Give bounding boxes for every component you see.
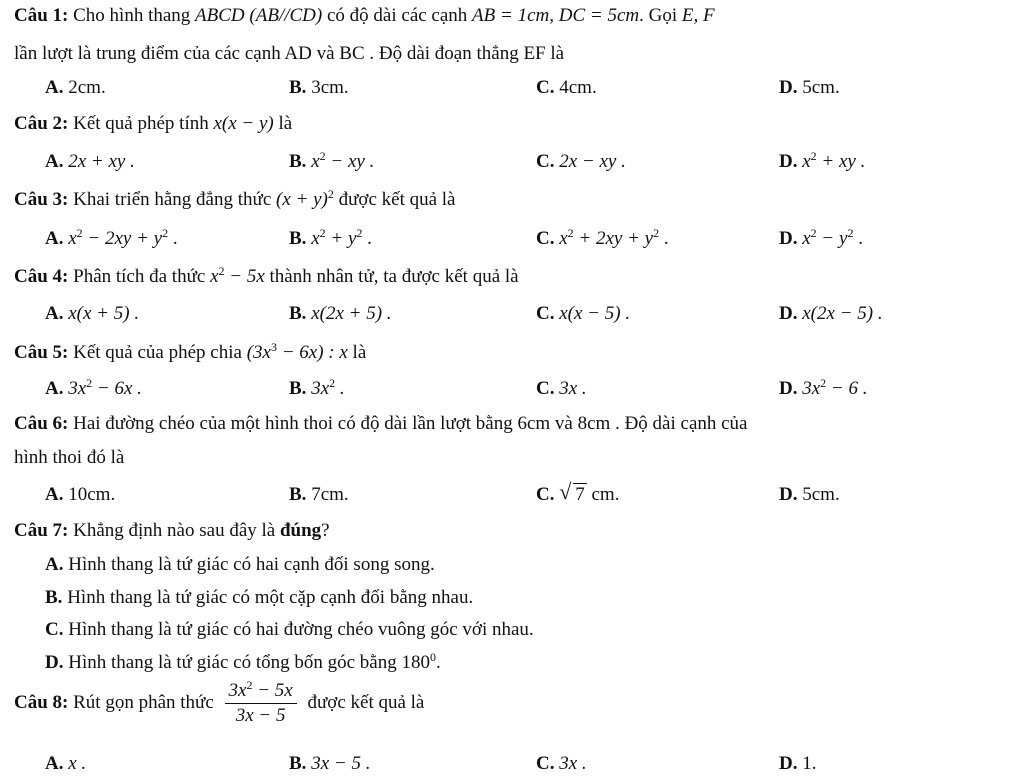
option-text: x(x + 5) . <box>68 303 140 324</box>
question-1-text: Cho hình thang <box>73 5 196 26</box>
option-letter: D. <box>779 77 798 98</box>
option-text: 3x . <box>559 753 587 774</box>
question-8-text: được kết quả là <box>302 692 425 713</box>
question-5-option-b[interactable] <box>289 377 345 401</box>
option-letter: B. <box>289 303 307 324</box>
option-text: − 6x . <box>92 378 142 399</box>
option-text: + xy . <box>816 151 866 172</box>
question-3-option-d[interactable] <box>779 227 863 251</box>
question-2-text: là <box>273 113 293 134</box>
option-text: 2x − xy . <box>559 151 626 172</box>
square-root <box>559 479 587 507</box>
question-4-label: Câu 4: <box>14 266 69 287</box>
question-8-option-d[interactable] <box>779 752 816 776</box>
option-text: . <box>659 228 669 249</box>
question-6-label: Câu 6: <box>14 413 69 434</box>
option-text: x(x − 5) . <box>559 303 631 324</box>
question-3-label: Câu 3: <box>14 189 69 210</box>
question-2-option-d[interactable] <box>779 150 865 174</box>
question-6-option-a[interactable] <box>45 483 115 507</box>
option-text: 2cm. <box>68 77 106 98</box>
question-7-option-c[interactable] <box>45 618 534 642</box>
option-text: cm. <box>586 484 620 505</box>
option-text: 5cm. <box>802 484 840 505</box>
question-6-option-b[interactable] <box>289 483 349 507</box>
option-letter: A. <box>45 228 64 249</box>
option-letter: A. <box>45 484 64 505</box>
option-letter: C. <box>536 303 555 324</box>
question-3-text: Khai triển hằng đẳng thức <box>73 189 277 210</box>
option-letter: C. <box>536 77 555 98</box>
option-text: − 6 . <box>826 378 868 399</box>
question-1-text: có độ dài các cạnh <box>322 5 473 26</box>
exponent: 3 <box>270 340 277 354</box>
option-text: Hình thang là tứ giác có một cặp cạnh đối bằng nhau. <box>67 587 474 608</box>
question-5-text: là <box>347 342 367 363</box>
option-text: 3x − 5 . <box>311 753 371 774</box>
question-1-option-c[interactable] <box>536 76 597 100</box>
option-text: x <box>559 228 568 249</box>
option-letter: B. <box>289 753 307 774</box>
option-text: − xy . <box>325 151 375 172</box>
question-3-stem <box>14 188 456 212</box>
exponent: 2 <box>327 187 334 201</box>
question-8-label: Câu 8: <box>14 692 69 713</box>
question-4-math: x <box>210 266 219 287</box>
exponent: 2 <box>356 226 363 240</box>
question-1-label: Câu 1: <box>14 5 69 26</box>
radical-sign-icon: √ <box>559 479 572 504</box>
question-4-option-b[interactable] <box>289 302 392 326</box>
question-8-stem <box>14 678 424 728</box>
question-5-label: Câu 5: <box>14 342 69 363</box>
radicand: 7 <box>575 484 585 505</box>
question-1-stem-line1 <box>14 4 715 28</box>
math-term: 3x <box>228 680 247 702</box>
question-2-label: Câu 2: <box>14 113 69 134</box>
option-text: x <box>311 228 320 249</box>
exponent: 0 <box>429 650 436 664</box>
option-text: x . <box>68 753 87 774</box>
option-text: . <box>335 378 345 399</box>
option-letter: B. <box>289 228 307 249</box>
option-letter: A. <box>45 554 64 575</box>
option-text: 10cm. <box>68 484 116 505</box>
exponent: 2 <box>653 226 660 240</box>
exponent: 2 <box>329 376 336 390</box>
question-1-option-d[interactable] <box>779 76 840 100</box>
question-3-option-a[interactable] <box>45 227 178 251</box>
option-text: + 2xy + y <box>573 228 654 249</box>
option-text: Hình thang là tứ giác có tổng bốn góc bằng 180 <box>68 652 430 673</box>
question-1-math: AB = 1cm, DC = 5cm <box>472 5 640 26</box>
exponent: 2 <box>76 226 83 240</box>
question-4-math: − 5x <box>224 266 265 287</box>
exponent: 2 <box>810 149 817 163</box>
option-letter: B. <box>45 587 63 608</box>
option-letter: A. <box>45 151 64 172</box>
option-text: x <box>802 228 811 249</box>
question-6-stem-line1 <box>14 412 748 436</box>
option-text: . <box>362 228 372 249</box>
option-text: 4cm. <box>559 77 597 98</box>
exponent: 2 <box>567 226 574 240</box>
question-2-text: Kết quả phép tính <box>73 113 214 134</box>
option-text: . <box>853 228 863 249</box>
option-text: 7cm. <box>311 484 349 505</box>
option-letter: D. <box>779 303 798 324</box>
option-text: 2x + xy . <box>68 151 135 172</box>
option-letter: D. <box>779 228 798 249</box>
option-letter: A. <box>45 378 64 399</box>
question-5-text: Kết quả của phép chia <box>73 342 247 363</box>
question-7-option-a[interactable] <box>45 553 435 577</box>
exponent: 2 <box>319 226 326 240</box>
math-term: 3x − 5 <box>235 705 286 727</box>
option-text: 1. <box>802 753 817 774</box>
option-letter: C. <box>536 753 555 774</box>
question-2-stem <box>14 112 292 136</box>
question-7-emphasis: đúng <box>279 520 322 541</box>
question-8-option-b[interactable] <box>289 752 370 776</box>
option-text: . <box>168 228 178 249</box>
option-letter: C. <box>536 484 555 505</box>
question-4-stem <box>14 265 519 289</box>
option-text: − 2xy + y <box>82 228 163 249</box>
question-5-math: − 6x) : x <box>276 342 348 363</box>
exponent: 2 <box>162 226 169 240</box>
option-text: x(2x + 5) . <box>311 303 392 324</box>
fraction <box>225 679 297 728</box>
option-letter: C. <box>536 378 555 399</box>
fraction-denominator <box>225 704 297 728</box>
question-7-text: Khẳng định nào sau đây là <box>73 520 280 541</box>
question-8-option-c[interactable] <box>536 752 587 776</box>
math-term: − 5x <box>252 680 293 702</box>
exponent: 2 <box>86 376 93 390</box>
question-3-option-b[interactable] <box>289 227 372 251</box>
question-7-label: Câu 7: <box>14 520 69 541</box>
fraction-numerator <box>225 679 297 704</box>
question-5-option-a[interactable] <box>45 377 142 401</box>
exponent: 2 <box>319 149 326 163</box>
option-letter: C. <box>536 228 555 249</box>
option-text: 3x <box>68 378 87 399</box>
option-letter: D. <box>779 378 798 399</box>
option-letter: D. <box>779 484 798 505</box>
exponent: 2 <box>847 226 854 240</box>
question-4-option-c[interactable] <box>536 302 630 326</box>
question-2-option-b[interactable] <box>289 150 374 174</box>
option-letter: A. <box>45 753 64 774</box>
question-2-math: x(x − y) <box>213 113 274 134</box>
question-7-option-b[interactable] <box>45 586 473 610</box>
option-text: . <box>435 652 441 673</box>
question-3-text: được kết quả là <box>333 189 456 210</box>
question-2-option-c[interactable] <box>536 150 626 174</box>
option-text: 3x <box>311 378 330 399</box>
question-6-text: Hai đường chéo của một hình thoi có độ dài lần lượt bằng 6cm và 8cm . Độ dài cạnh của <box>73 413 748 434</box>
question-6-stem-line2: hình thoi đó là <box>14 447 125 468</box>
question-7-option-d[interactable] <box>45 651 441 675</box>
exponent: 2 <box>820 376 827 390</box>
question-5-option-c[interactable] <box>536 377 587 401</box>
option-text: x(2x − 5) . <box>802 303 883 324</box>
question-7-stem <box>14 519 330 543</box>
question-5-option-d[interactable] <box>779 377 868 401</box>
option-text: − y <box>816 228 848 249</box>
question-3-math: (x + y) <box>276 189 328 210</box>
option-letter: B. <box>289 151 307 172</box>
question-1-math: E, F <box>681 5 715 26</box>
option-text: x <box>311 151 320 172</box>
option-text: Hình thang là tứ giác có hai đường chéo vuông góc với nhau. <box>68 619 534 640</box>
question-1-option-b[interactable] <box>289 76 349 100</box>
question-1-math: ABCD (AB//CD) <box>195 5 323 26</box>
question-4-text: Phân tích đa thức <box>73 266 211 287</box>
question-3-option-c[interactable] <box>536 227 669 251</box>
question-8-text: Rút gọn phân thức <box>73 692 219 713</box>
question-6-option-c[interactable] <box>536 479 620 507</box>
option-letter: B. <box>289 77 307 98</box>
question-1-text: . Gọi <box>639 5 682 26</box>
question-7-text: ? <box>321 520 330 541</box>
option-text: 3x <box>802 378 821 399</box>
option-text: + y <box>325 228 357 249</box>
question-2-option-a[interactable] <box>45 150 135 174</box>
question-4-option-d[interactable] <box>779 302 883 326</box>
option-letter: D. <box>779 151 798 172</box>
question-6-option-d[interactable] <box>779 483 840 507</box>
question-5-math: (3x <box>246 342 271 363</box>
option-letter: B. <box>289 484 307 505</box>
exponent: 2 <box>810 226 817 240</box>
option-text: 3x . <box>559 378 587 399</box>
option-text: Hình thang là tứ giác có hai cạnh đối song song. <box>68 554 435 575</box>
option-letter: D. <box>45 652 64 673</box>
option-letter: A. <box>45 303 64 324</box>
question-5-stem <box>14 341 366 365</box>
option-letter: A. <box>45 77 64 98</box>
option-letter: C. <box>45 619 64 640</box>
question-4-text: thành nhân tử, ta được kết quả là <box>264 266 519 287</box>
option-letter: C. <box>536 151 555 172</box>
option-letter: D. <box>779 753 798 774</box>
question-8-option-a[interactable] <box>45 752 86 776</box>
exponent: 2 <box>218 264 225 278</box>
option-text: 3cm. <box>311 77 349 98</box>
option-text: 5cm. <box>802 77 840 98</box>
option-letter: B. <box>289 378 307 399</box>
option-text: x <box>68 228 77 249</box>
option-text: x <box>802 151 811 172</box>
question-1-option-a[interactable] <box>45 76 106 100</box>
question-4-option-a[interactable] <box>45 302 139 326</box>
exponent: 2 <box>246 678 253 693</box>
question-1-stem-line2: lần lượt là trung điểm của các cạnh AD và BC . Độ dài đoạn thẳng EF là <box>14 43 565 64</box>
